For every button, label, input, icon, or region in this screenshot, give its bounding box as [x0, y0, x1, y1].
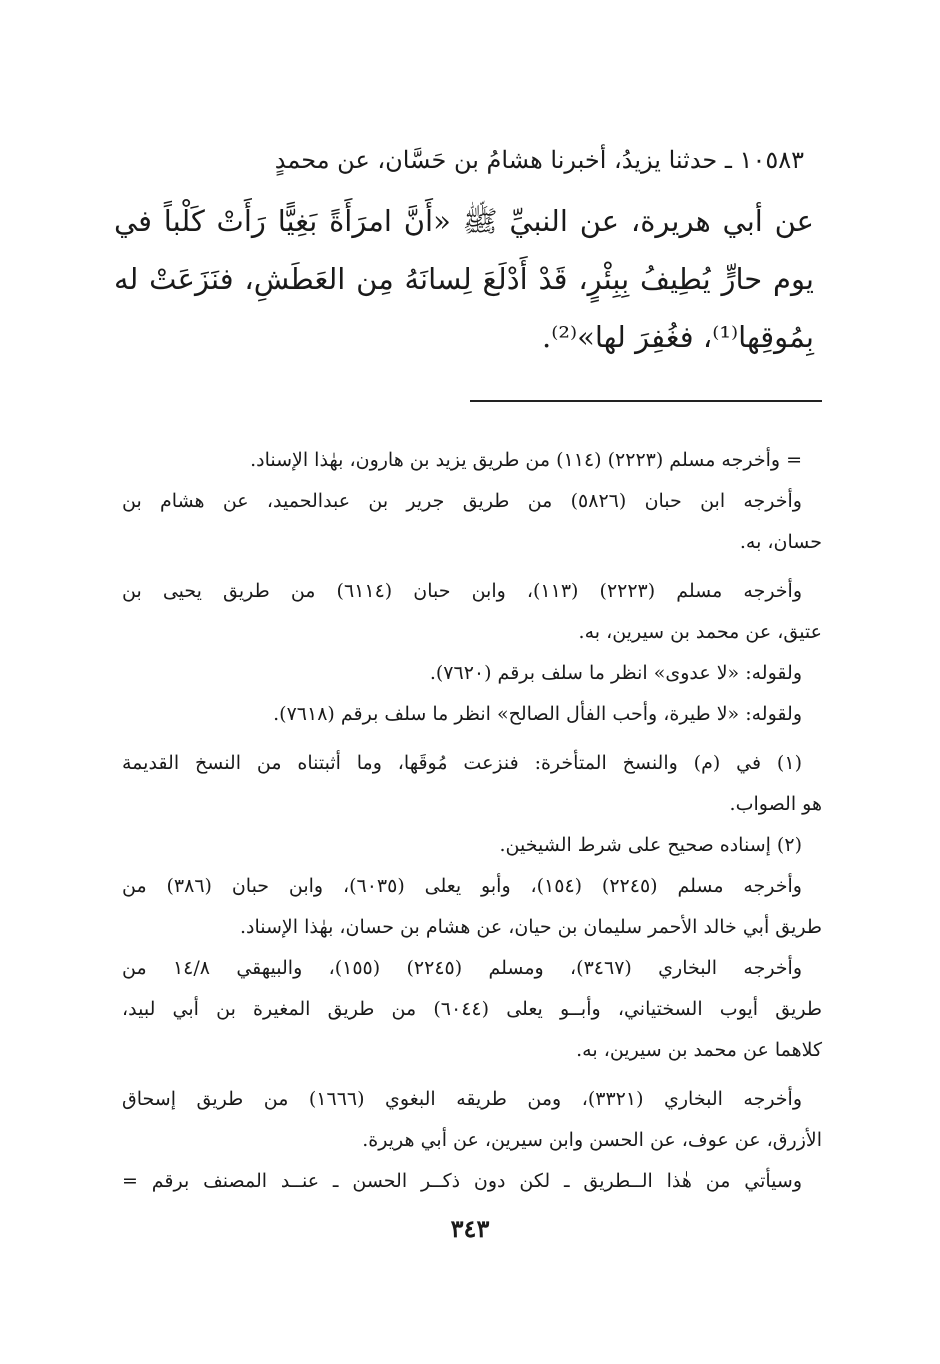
- footnote-separator: [470, 400, 822, 402]
- note-line: وأخرجه مسلم (٢٢٢٣) (١١٣)، وابن حبان (٦١١٤) من طريق يحيى بن: [122, 580, 802, 602]
- note-line: ولقوله: «لا طيرة، وأحب الفأل الصالح» انظر ما سلف برقم (٧٦١٨).: [273, 703, 802, 725]
- note-line: حسان، به.: [739, 531, 822, 553]
- note-line: وأخرجه البخاري (٣٣٢١)، ومن طريقه البغوي (١٦٦٦) من طريق إسحاق: [122, 1088, 803, 1110]
- note-line: ولقوله: «لا عدوى» انظر ما سلف برقم (٧٦٢٠).: [429, 662, 802, 684]
- note-line: وأخرجه ابن حبان (٥٨٢٦) من طريق جرير بن عبدالحميد، عن هشام بن: [122, 490, 802, 512]
- footnote-1: (١) في (م) والنسخ المتأخرة: فنزعت مُوقَها، وما أثبتناه من النسخ القديمة: [122, 752, 802, 774]
- note-line: = وأخرجه مسلم (٢٢٢٣) (١١٤) من طريق يزيد بن هارون، بهٰذا الإسناد.: [250, 449, 802, 471]
- hadith-line: ١٠٥٨٣ ـ حدثنا يزيدُ، أخبرنا هشامُ بن حَسَّان، عن محمدٍ: [274, 146, 804, 174]
- note-line: وأخرجه مسلم (٢٢٤٥) (١٥٤)، وأبو يعلى (٦٠٣٥)، وابن حبان (٣٨٦) من: [122, 875, 802, 897]
- note-line: وأخرجه البخاري (٣٤٦٧)، ومسلم (٢٢٤٥) (١٥٥)، والبيهقي ١٤/٨ من: [122, 957, 802, 979]
- hadith-line: بِمُوقِها⁽¹⁾، فغُفِرَ لها»⁽²⁾.: [542, 320, 814, 354]
- note-line: طريق أيوب السختياني، وأبــو يعلى (٦٠٤٤) من طريق المغيرة بن أبي لبيد،: [122, 998, 822, 1020]
- note-line: هو الصواب.: [729, 793, 822, 815]
- hadith-line: عن أبي هريرة، عن النبيِّ ﷺ «أَنَّ امرَأَةً بَغِيًّا رَأَتْ كَلْباً في: [114, 204, 814, 238]
- footnotes: [122, 440, 822, 1202]
- note-line: وسيأتي من هٰذا الــطريق ـ لكن دون ذكــر الحسن ـ عنــد المصنف برقم =: [122, 1170, 802, 1192]
- note-line: الأزرق، عن عوف، عن الحسن وابن سيرين، عن أبي هريرة.: [362, 1129, 822, 1151]
- page-number: ٣٤٣: [450, 1214, 490, 1243]
- hadith-line: يوم حارٍّ يُطِيفُ بِبِئْرٍ، قَدْ أَدْلَعَ لِسانَهُ مِن العَطَشِ، فنَزَعَتْ له: [114, 262, 814, 296]
- note-line: كلاهما عن محمد بن سيرين، به.: [576, 1039, 822, 1061]
- hadith-text: [114, 140, 814, 366]
- footnote-2: (٢) إسناده صحيح على شرط الشيخين.: [499, 834, 802, 856]
- note-line: عتيق، عن محمد بن سيرين، به.: [578, 621, 822, 643]
- note-line: طريق أبي خالد الأحمر سليمان بن حيان، عن هشام بن حسان، بهٰذا الإسناد.: [239, 916, 822, 938]
